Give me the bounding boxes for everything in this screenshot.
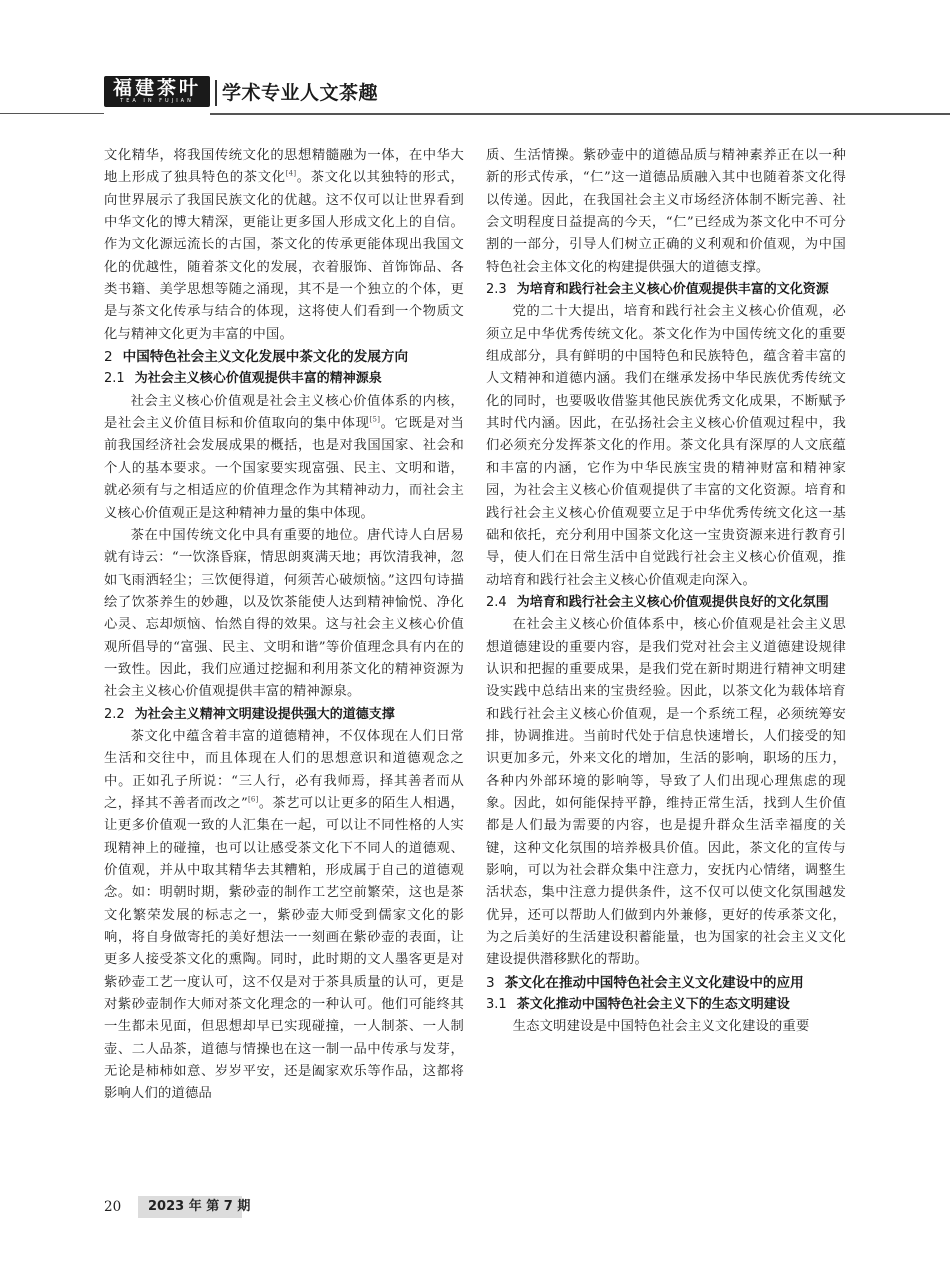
section-heading-2: 2 中国特色社会主义文化发展中茶文化的发展方向 xyxy=(104,349,409,366)
header-rule xyxy=(210,113,950,115)
paragraph: 茶在中国传统文化中具有重要的地位。唐代诗人白居易就有诗云：“一饮涤昏寐，情思朗爽满天地；再饮清我神，忽如飞雨洒轻尘；三饮便得道，何须苦心破烦恼。”这四句诗描绘了饮茶养生的妙趣，以及饮茶能使人达到精神愉悦、净化心灵、忘却烦恼、怡然自得的效果。这与社会主义核心价值观所倡导的“富强、民主、文明和谐”等价值理念具有内在的一致性。因此，我们应通过挖掘和利用茶文化的精神资源为社会主义核心价值观提供丰富的精神源泉。 xyxy=(104,527,464,700)
right-column xyxy=(486,145,846,1039)
citation: [5] xyxy=(369,415,381,424)
section-heading-2-4: 2.4 为培育和践行社会主义核心价值观提供良好的文化氛围 xyxy=(486,594,829,610)
paragraph: 社会主义核心价值观是社会主义核心价值体系的内核，是社会主义价值目标和价值取向的集中体现[5]。它既是对当前我国经济社会发展成果的概括，也是对我国国家、社会和个人的基本要求。一个国家要实现富强、民主、文明和谐，就必须有与之相适应的价值理念作为其精神动力，而社会主义核心价值观正是这种精神力量的集中体现。 xyxy=(104,393,464,521)
paragraph: 在社会主义核心价值体系中，核心价值观是社会主义思想道德建设的重要内容，是我们党对社会主义道德建设规律认识和把握的重要成果，是我们党在新时期进行精神文明建设实践中总结出来的宝贵经验。因此，以茶文化为载体培育和践行社会主义核心价值观，是一个系统工程，必须统筹安排，协调推进。当前时代处于信息快速增长，人们接受的知识更加多元，外来文化的增加，生活的影响，职场的压力，各种内外部环境的影响等，导致了人们出现心理焦虑的现象。因此，如何能保持平静，维持正常生活，找到人生价值都是人们最为需要的内容，也是提升群众生活幸福度的关键，这种文化氛围的培养极具价值。因此，茶文化的宣传与影响，可以为社会群众集中注意力，安抚内心情绪，调整生活状态，集中注意力提供条件，这不仅可以使文化氛围越发优异，还可以帮助人们做到内外兼修，更好的传承茶文化，为之后美好的生活建设积蓄能量，也为国家的社会主义文化建设提供潜移默化的帮助。 xyxy=(486,617,846,968)
citation: [4] xyxy=(285,169,297,178)
paragraph: 文化精华，将我国传统文化的思想精髓融为一体，在中华大地上形成了独具特色的茶文化[4]。茶文化以其独特的形式，向世界展示了我国民族文化的优越。这不仅可以让世界看到中华文化的博大精深，更能让更多国人形成文化上的自信。作为文化源远流长的古国，茶文化的传承更能体现出我国文化的优越性，随着茶文化的发展，衣着服饰、首饰饰品、各类书籍、美学思想等随之涌现，其不是一个独立的个体，更是与茶文化传承与结合的体现，这将使人们看到一个物质文化与精神文化更为丰富的中国。 xyxy=(104,148,464,342)
paragraph: 质、生活情操。紫砂壶中的道德品质与精神素养正在以一种新的形式传承，“仁”这一道德品质融入其中也随着茶文化得以传递。因此，在我国社会主义市场经济体制不断完善、社会文明程度日益提高的今天，“仁”已经成为茶文化中不可分割的一部分，引导人们树立正确的义利观和价值观，为中国特色社会主体文化的构建提供强大的道德支撑。 xyxy=(486,148,846,275)
logo-chinese-text: 福建茶叶 xyxy=(112,77,201,99)
journal-slogan: 学术专业人文茶趣 xyxy=(222,82,379,104)
issue-label: 2023 年 第 7 期 xyxy=(148,1199,251,1214)
paragraph: 党的二十大提出，培育和践行社会主义核心价值观，必须立足中华优秀传统文化。茶文化作为中国传统文化的重要组成部分，具有鲜明的中国特色和民族特色，蕴含着丰富的人文精神和道德内涵。我们在继承发扬中华民族优秀传统文化的同时，也要吸收借鉴其他民族优秀文化成果，不断赋予其时代内涵。因此，在弘扬社会主义核心价值观过程中，我们必须充分发挥茶文化的作用。茶文化具有深厚的人文底蕴和丰富的内涵，它作为中华民族宝贵的精神财富和精神家园，为社会主义核心价值观提供了丰富的文化资源。培育和践行社会主义核心价值观要立足于中华优秀传统文化这一基础和依托，充分利用中国茶文化这一宝贵资源来进行教育引导，使人们在日常生活中自觉践行社会主义核心价值观，推动培育和践行社会主义核心价值观走向深入。 xyxy=(486,304,846,588)
section-heading-2-1: 2.1 为社会主义核心价值观提供丰富的精神源泉 xyxy=(104,371,382,387)
section-heading-2-3: 2.3 为培育和践行社会主义核心价值观提供丰富的文化资源 xyxy=(486,282,829,298)
header-divider xyxy=(215,80,217,106)
header-rule-left xyxy=(0,113,104,114)
section-heading-2-2: 2.2 为社会主义精神文明建设提供强大的道德支撑 xyxy=(104,706,395,722)
citation: [6] xyxy=(248,795,259,804)
paragraph: 生态文明建设是中国特色社会主义文化建设的重要 xyxy=(512,1019,810,1035)
logo-english-text: TEA IN FUJIAN xyxy=(120,98,194,104)
left-column xyxy=(104,145,464,1106)
section-heading-3-1: 3.1 茶文化推动中国特色社会主义下的生态文明建设 xyxy=(486,997,790,1013)
page-header xyxy=(0,0,950,125)
journal-logo xyxy=(104,76,210,107)
section-heading-3: 3 茶文化在推动中国特色社会主义文化建设中的应用 xyxy=(486,974,804,991)
paragraph: 茶文化中蕴含着丰富的道德精神，不仅体现在人们日常生活和交往中，而且体现在人们的思想意识和道德观念之中。正如孔子所说：“三人行，必有我师焉，择其善者而从之，择其不善者而改之”[6]。茶艺可以让更多的陌生人相遇，让更多价值观一致的人汇集在一起，可以让不同性格的人实现精神上的碰撞，也可以让感受茶文化下不同人的道德观、价值观，并从中取其精华去其糟粕，形成属于自己的道德观念。如：明朝时期，紫砂壶的制作工艺空前繁荣，这也是茶文化繁荣发展的标志之一，紫砂壶大师受到儒家文化的影响，将自身做寄托的美好想法一一刻画在紫砂壶的表面，让更多人接受茶文化的熏陶。同时，此时期的文人墨客更是对紫砂壶工艺一度认可，这不仅是对于茶具质量的认可，更是对紫砂壶制作大师对茶文化理念的一种认可。他们可能终其一生都未见面，但思想却早已实现碰撞，一人制茶、一人制壶、二人品茶，道德与情操也在这一制一品中传承与发芽，无论是柿柿如意、岁岁平安，还是阖家欢乐等作品，这都将影响人们的道德品 xyxy=(104,728,465,1102)
issue-badge xyxy=(138,1196,251,1218)
page-number: 20 xyxy=(104,1199,122,1215)
